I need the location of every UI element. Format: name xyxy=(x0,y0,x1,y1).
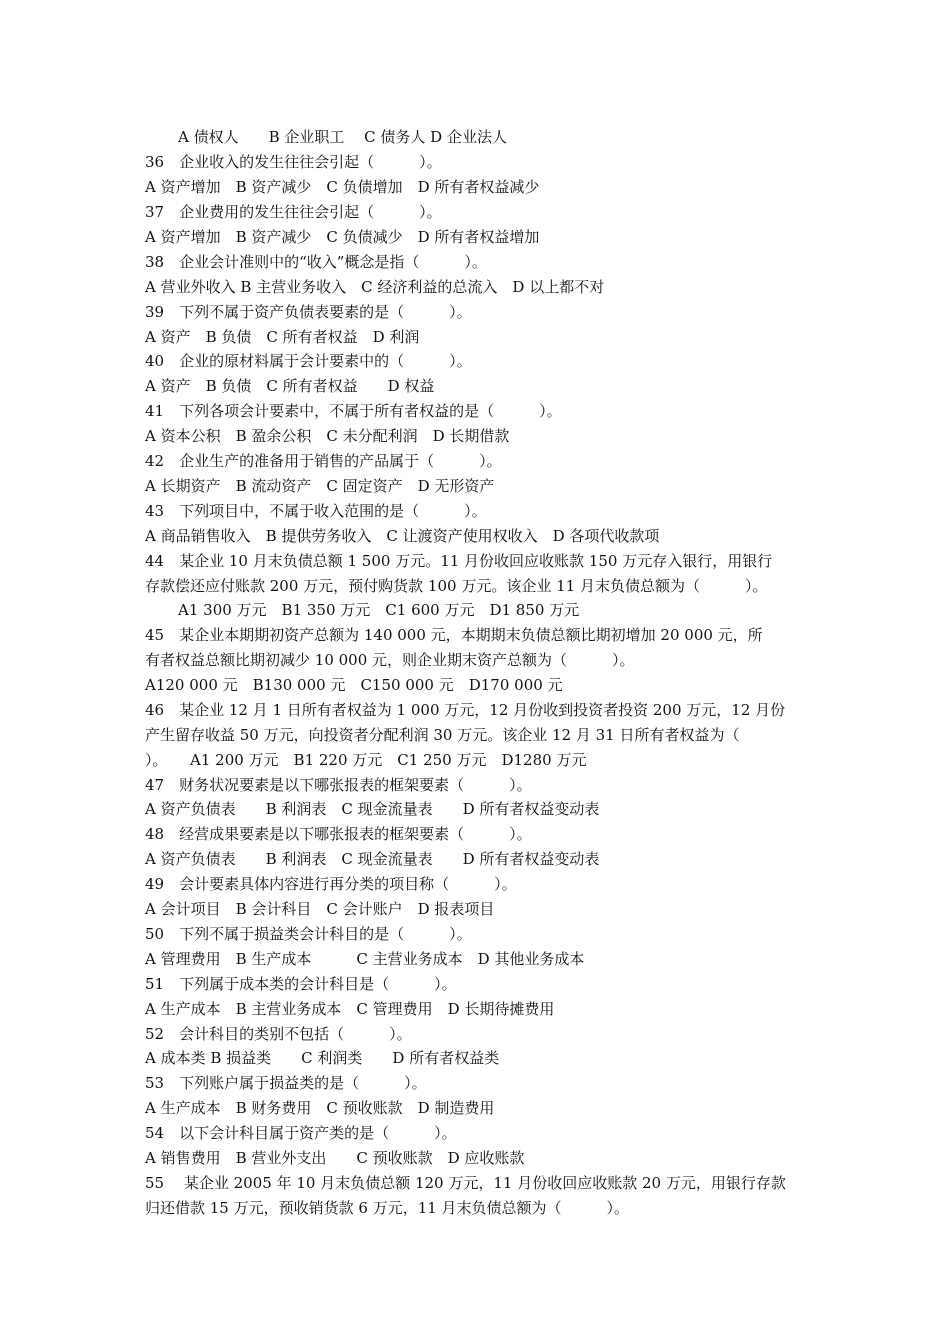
options-40: A 资产 B 负债 C 所有者权益 D 权益 xyxy=(145,377,435,395)
question-40: 40 企业的原材料属于会计要素中的（ ）。 xyxy=(145,352,472,370)
question-48: 48 经营成果要素是以下哪张报表的框架要素（ ）。 xyxy=(145,825,532,843)
question-41: 41 下列各项会计要素中，不属于所有者权益的是（ ）。 xyxy=(145,402,562,420)
question-55: 55 某企业 2005 年 10 月末负债总额 120 万元，11 月份收回应收账款 20 万元，用银行存款 xyxy=(145,1174,786,1192)
question-44: 44 某企业 10 月末负债总额 1 500 万元。11 月份收回应收账款 150 万元存入银行，用银行 xyxy=(145,552,773,570)
question-50: 50 下列不属于损益类会计科目的是（ ）。 xyxy=(145,925,472,943)
options-41: A 资本公积 B 盈余公积 C 未分配利润 D 长期借款 xyxy=(145,427,510,445)
question-38: 38 企业会计准则中的“收入”概念是指（ ）。 xyxy=(145,253,487,271)
options-51: A 生产成本 B 主营业务成本 C 管理费用 D 长期待摊费用 xyxy=(145,1000,555,1018)
options-53: A 生产成本 B 财务费用 C 预收账款 D 制造费用 xyxy=(145,1099,495,1117)
question-39: 39 下列不属于资产负债表要素的是（ ）。 xyxy=(145,303,472,321)
options-46: ）。 A1 200 万元 B1 220 万元 C1 250 万元 D1280 万元 xyxy=(145,751,587,769)
question-55-cont: 归还借款 15 万元，预收销货款 6 万元，11 月末负债总额为（ ）。 xyxy=(145,1199,630,1217)
question-45-cont: 有者权益总额比期初减少 10 000 元，则企业期末资产总额为（ ）。 xyxy=(145,651,635,669)
options-36: A 资产增加 B 资产减少 C 负债增加 D 所有者权益减少 xyxy=(145,178,540,196)
options-48: A 资产负债表 B 利润表 C 现金流量表 D 所有者权益变动表 xyxy=(145,850,600,868)
options-47: A 资产负债表 B 利润表 C 现金流量表 D 所有者权益变动表 xyxy=(145,800,600,818)
question-37: 37 企业费用的发生往往会引起（ ）。 xyxy=(145,203,442,221)
options-44: A1 300 万元 B1 350 万元 C1 600 万元 D1 850 万元 xyxy=(178,601,580,619)
options-39: A 资产 B 负债 C 所有者权益 D 利润 xyxy=(145,328,420,346)
options-49: A 会计项目 B 会计科目 C 会计账户 D 报表项目 xyxy=(145,900,495,918)
question-45: 45 某企业本期期初资产总额为 140 000 元，本期期末负债总额比期初增加 20 000 元，所 xyxy=(145,626,763,644)
question-49: 49 会计要素具体内容进行再分类的项目称（ ）。 xyxy=(145,875,517,893)
options-54: A 销售费用 B 营业外支出 C 预收账款 D 应收账款 xyxy=(145,1149,525,1167)
options-37: A 资产增加 B 资产减少 C 负债减少 D 所有者权益增加 xyxy=(145,228,540,246)
question-52: 52 会计科目的类别不包括（ ）。 xyxy=(145,1025,412,1043)
question-46: 46 某企业 12 月 1 日所有者权益为 1 000 万元，12 月份收到投资者投资 200 万元，12 月份 xyxy=(145,701,786,719)
question-36: 36 企业收入的发生往往会引起（ ）。 xyxy=(145,153,442,171)
question-42: 42 企业生产的准备用于销售的产品属于（ ）。 xyxy=(145,452,502,470)
options-52: A 成本类 B 损益类 C 利润类 D 所有者权益类 xyxy=(145,1049,500,1067)
options-50: A 管理费用 B 生产成本 C 主营业务成本 D 其他业务成本 xyxy=(145,950,585,968)
options-45: A120 000 元 B130 000 元 C150 000 元 D170 000 元 xyxy=(145,676,563,694)
options-43: A 商品销售收入 B 提供劳务收入 C 让渡资产使用权收入 D 各项代收款项 xyxy=(145,527,660,545)
question-43: 43 下列项目中，不属于收入范围的是（ ）。 xyxy=(145,502,487,520)
question-46-cont: 产生留存收益 50 万元，向投资者分配利润 30 万元。该企业 12 月 31 日所有者权益为（ xyxy=(145,726,740,744)
question-47: 47 财务状况要素是以下哪张报表的框架要素（ ）。 xyxy=(145,776,532,794)
options-42: A 长期资产 B 流动资产 C 固定资产 D 无形资产 xyxy=(145,477,495,495)
question-54: 54 以下会计科目属于资产类的是（ ）。 xyxy=(145,1124,457,1142)
options-38: A 营业外收入 B 主营业务收入 C 经济利益的总流入 D 以上都不对 xyxy=(145,278,605,296)
question-51: 51 下列属于成本类的会计科目是（ ）。 xyxy=(145,975,457,993)
text-line: A 债权人 B 企业职工 C 债务人 D 企业法人 xyxy=(178,128,507,146)
question-53: 53 下列账户属于损益类的是（ ）。 xyxy=(145,1074,427,1092)
question-44-cont: 存款偿还应付账款 200 万元，预付购货款 100 万元。该企业 11 月末负债总额为（ ）。 xyxy=(145,577,768,595)
